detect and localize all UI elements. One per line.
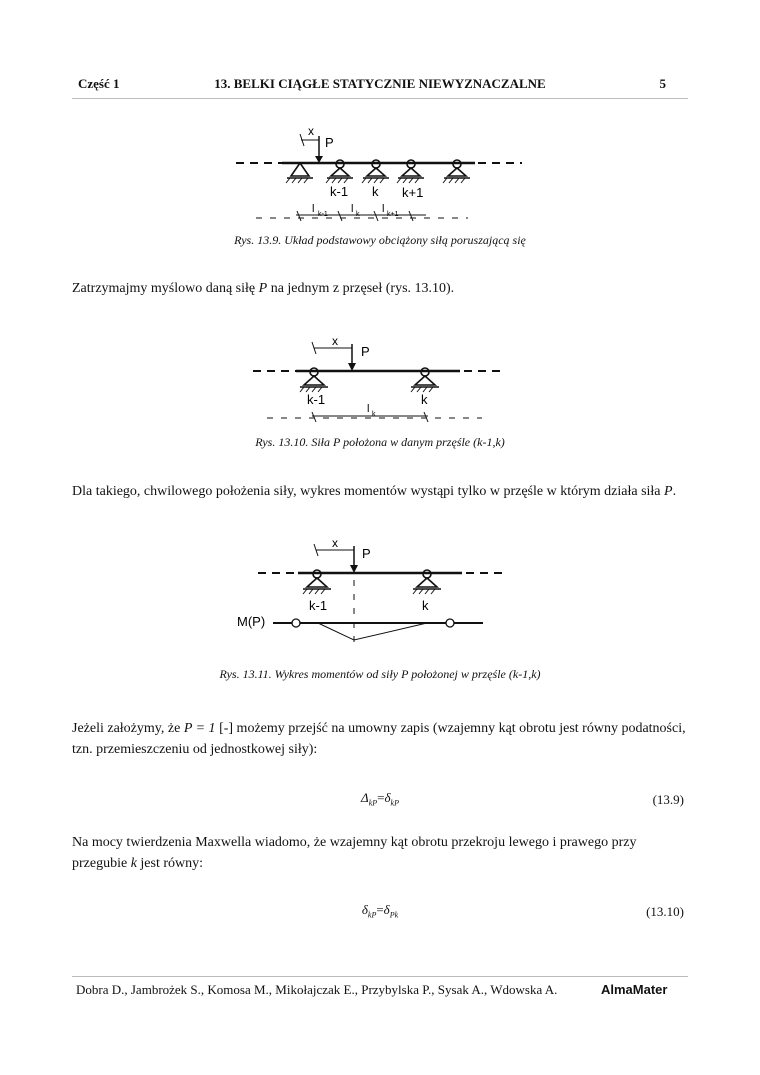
force-label: P: [361, 344, 370, 359]
support-pin: [415, 376, 435, 385]
support-label-k: k: [372, 184, 379, 199]
caption-13-11: Rys. 13.11. Wykres momentów od siły P położonej w przęśle (k-1,k): [219, 667, 541, 681]
hinge-symbol: [292, 619, 300, 627]
x-label: x: [308, 124, 314, 138]
moment-diagram: [318, 623, 427, 640]
paragraph-1: Zatrzymajmy myślowo daną siłę P na jednym z przęseł (rys. 13.10).: [72, 281, 455, 296]
equation-number-13-9: (13.9): [652, 792, 684, 807]
equation-13-10: $\delta_{kP}=\delta_{Pk}$: [361, 902, 399, 920]
x-label: x: [332, 334, 338, 348]
force-label: P: [325, 135, 334, 150]
equation-13-9: $\Delta_{kP}=\delta_{kP}$: [361, 790, 399, 808]
support-pin: [291, 163, 309, 176]
footer-authors: Dobra D., Jambrożek S., Komosa M., Mikołajczak E., Przybylska P., Sysak A., Wdowska A.: [76, 982, 558, 997]
paragraph-4: Na mocy twierdzenia Maxwella wiadomo, że wzajemny kąt obrotu przekroju lewego i prawego przy przegubie k jest równy:: [72, 835, 637, 871]
span-sub-k-minus-1: k-1: [318, 211, 328, 218]
span-l: l: [351, 203, 354, 215]
header-page-number: 5: [659, 76, 666, 91]
footer-brand: AlmaMater: [601, 982, 668, 997]
span-l: l: [367, 403, 370, 415]
support-pin: [367, 168, 385, 176]
span-l: l: [312, 203, 315, 215]
support-pin: [331, 168, 349, 176]
support-label-k-minus-1: k-1: [307, 392, 326, 407]
figure-13-9: [0, 120, 760, 230]
hinge-symbol: [446, 619, 454, 627]
support-label-k-minus-1: k-1: [309, 598, 328, 613]
header-chapter-title: 13. BELKI CIĄGŁE STATYCZNIE NIEWYZNACZALNE: [214, 76, 546, 91]
figure-13-10: [0, 330, 760, 430]
span-sub-k-plus-1: k+1: [387, 211, 399, 218]
paragraph-3: Jeżeli założymy, że P = 1 [-] możemy przejść na umowny zapis (wzajemny kąt obrotu jest równy podatności, tzn. przemieszczeniu od jednostkowej siły):: [72, 721, 686, 757]
caption-13-10: Rys. 13.10. Siła P położona w danym przęśle (k-1,k): [255, 435, 505, 449]
support-label-k-minus-1: k-1: [330, 184, 349, 199]
force-label: P: [362, 546, 371, 561]
support-label-k-plus-1: k+1: [402, 185, 424, 200]
support-pin: [307, 578, 327, 587]
footer-rule: [72, 976, 688, 977]
header-rule: [72, 98, 688, 99]
figure-13-11: [0, 530, 760, 655]
support-pin: [448, 168, 466, 176]
support-pin: [402, 168, 420, 176]
span-sub-k: k: [356, 211, 360, 218]
support-pin: [304, 376, 324, 385]
equation-number-13-10: (13.10): [646, 904, 684, 919]
support-label-k: k: [422, 598, 429, 613]
support-pin: [417, 578, 437, 587]
caption-13-9: Rys. 13.9. Układ podstawowy obciążony siłą poruszającą się: [234, 233, 526, 247]
support-label-k: k: [421, 392, 428, 407]
paragraph-2: Dla takiego, chwilowego położenia siły, wykres momentów wystąpi tylko w przęśle w którym działa siła P.: [72, 484, 677, 499]
header-part: Część 1: [78, 76, 120, 91]
x-label: x: [332, 536, 338, 550]
span-l: l: [382, 203, 385, 215]
span-sub-k: k: [372, 411, 376, 418]
moment-diagram-label: M(P): [237, 614, 266, 629]
